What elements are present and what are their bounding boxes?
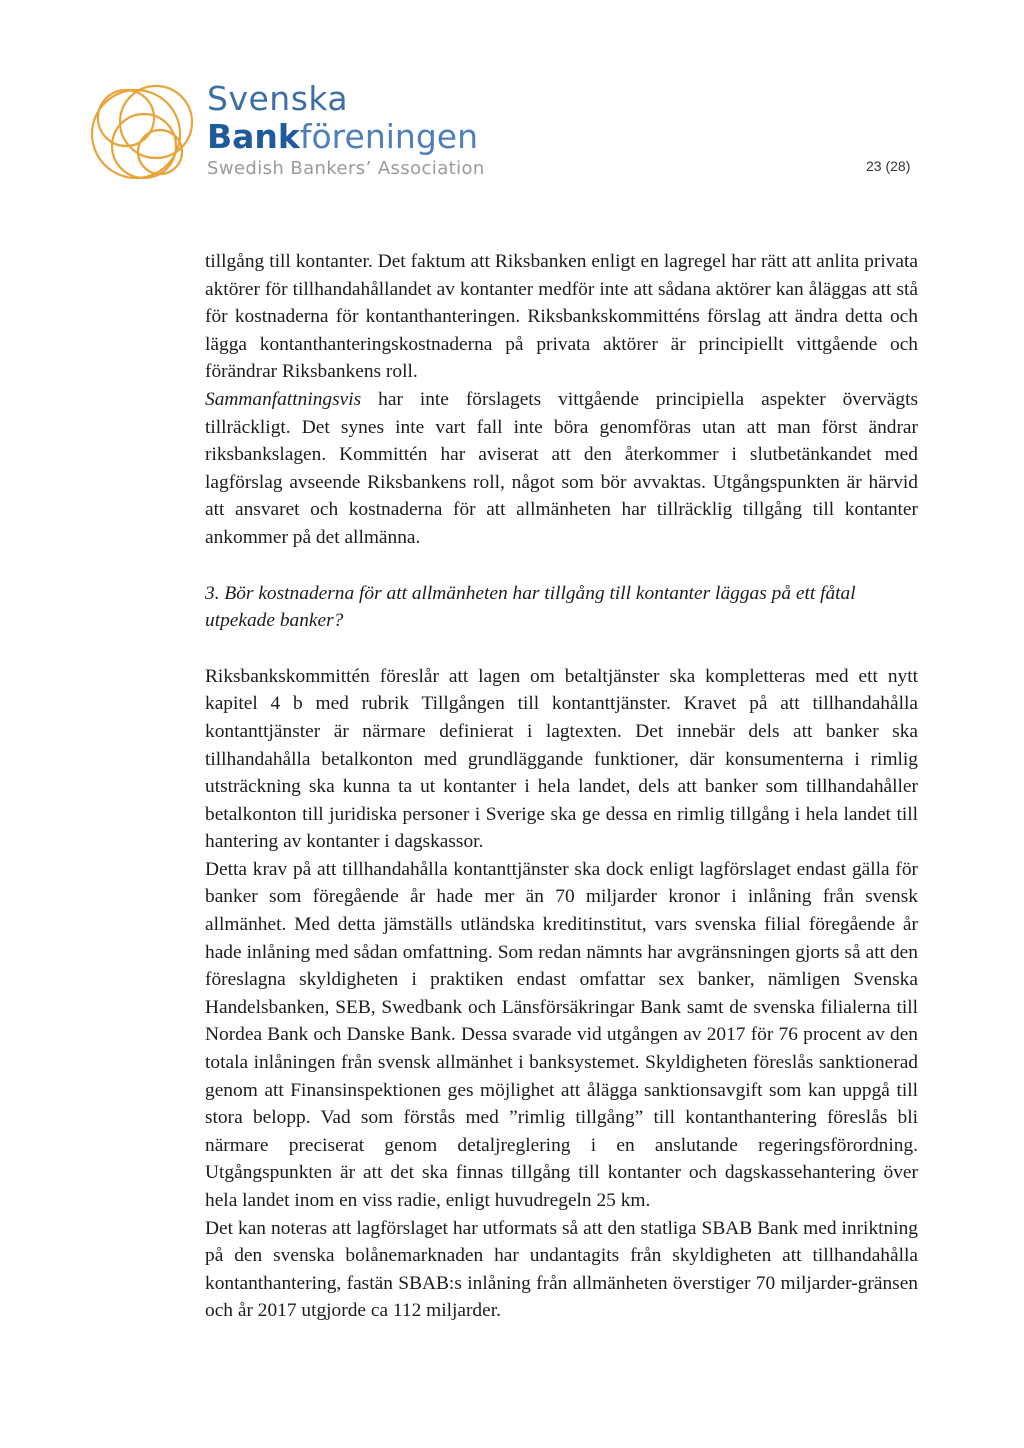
- logo-line-bankforeningen: [207, 118, 485, 156]
- logo-foreningen: föreningen: [299, 117, 478, 156]
- logo-line-svenska: Svenska: [207, 79, 349, 118]
- document-body: [205, 248, 918, 1325]
- paragraph-2-text: har inte förslagets vittgående principiella aspekter övervägts tillräckligt. Det synes inte vart fall inte böra genomföras utan att man först ändrar riksbankslagen. Kommittén har aviserat att den återkommer i slutbetänkandet med lagförslag avseende Riksbankens roll, något som bör avvaktas. Utgångspunkten är härvid att ansvaret och kostnaderna för att allmänheten har tillräcklig tillgång till kontanter ankommer på det allmänna.: [205, 388, 918, 548]
- paragraph-2: [205, 386, 918, 552]
- paragraph-3: Riksbankskommittén föreslår att lagen om betaltjänster ska kompletteras med ett nytt kapitel 4 b med rubrik Tillgången till kontanttjänster. Kravet på att tillhandahålla kontanttjänster är närmare definierat i lagtexten. Det innebär dels att banker ska tillhandahålla betalkonton med grundläggande funktioner, där konsumenterna i rimlig utsträckning ska kunna ta ut kontanter i hela landet, dels att banker som tillhandahåller betalkonton till juridiska personer i Sverige ska ge dessa en rimlig tillgång i hela landet till hantering av kontanter i dagskassor.: [205, 665, 918, 853]
- logo-bank: Bank: [207, 117, 300, 156]
- logo-wordmark: [207, 80, 485, 182]
- paragraph-4: Detta krav på att tillhandahålla kontanttjänster ska dock enligt lagförslaget endast gälla för banker som föregående år hade mer än 70 miljarder kronor i inlåning från svensk allmänhet. Med detta jämställs utländska kreditinstitut, vars svenska filial föregående år hade inlåning med sådan omfattning. Som redan nämnts har avgränsningen gjorts så att den föreslagna skyldigheten i praktiken endast omfattar sex banker, nämligen Svenska Handelsbanken, SEB, Swedbank och Länsförsäkringar Bank samt de svenska filialerna till Nordea Bank och Danske Bank. Dessa svarade vid utgången av 2017 för 76 procent av den totala inlåningen från svensk allmänhet i banksystemet. Skyldigheten föreslås sanktionerad genom att Finansinspektionen ges möjlighet att ålägga sanktionsavgift som kan uppgå till stora belopp. Vad som förstås med ”rimlig tillgång” till kontanthantering föreslås bli närmare preciserat genom detaljreglering i en anslutande regeringsförordning. Utgångspunkten är att det ska finnas tillgång till kontanter och dagskassehantering över hela landet inom en viss radie, enligt huvudregeln 25 km.: [205, 858, 918, 1211]
- paragraph-1: tillgång till kontanter. Det faktum att Riksbanken enligt en lagregel har rätt att anlita privata aktörer för tillhandahållandet av kontanter medför inte att sådana aktörer kan åläggas att stå för kostnaderna för kontanthanteringen. Riksbankskommitténs förslag att ändra detta och lägga kontanthanteringskostnaderna på privata aktörer är principiellt vittgående och förändrar Riksbankens roll.: [205, 251, 918, 383]
- page-header: [0, 0, 1024, 200]
- paragraph-2-lead: Sammanfattningsvis: [205, 388, 362, 410]
- bankforeningen-logo-icon: [84, 74, 204, 189]
- page-number: 23 (28): [866, 158, 911, 174]
- section-heading-3: 3. Bör kostnaderna för att allmänheten har tillgång till kontanter läggas på ett fåtal utpekade banker?: [205, 582, 856, 632]
- paragraph-5: Det kan noteras att lagförslaget har utformats så att den statliga SBAB Bank med inriktning på den svenska bolånemarknaden har undantagits från skyldigheten att tillhandahålla kontanthantering, fastän SBAB:s inlåning från allmänheten överstiger 70 miljarder-gränsen och år 2017 utgjorde ca 112 miljarder.: [205, 1217, 918, 1322]
- logo-tagline: Swedish Bankers’ Association: [207, 158, 485, 179]
